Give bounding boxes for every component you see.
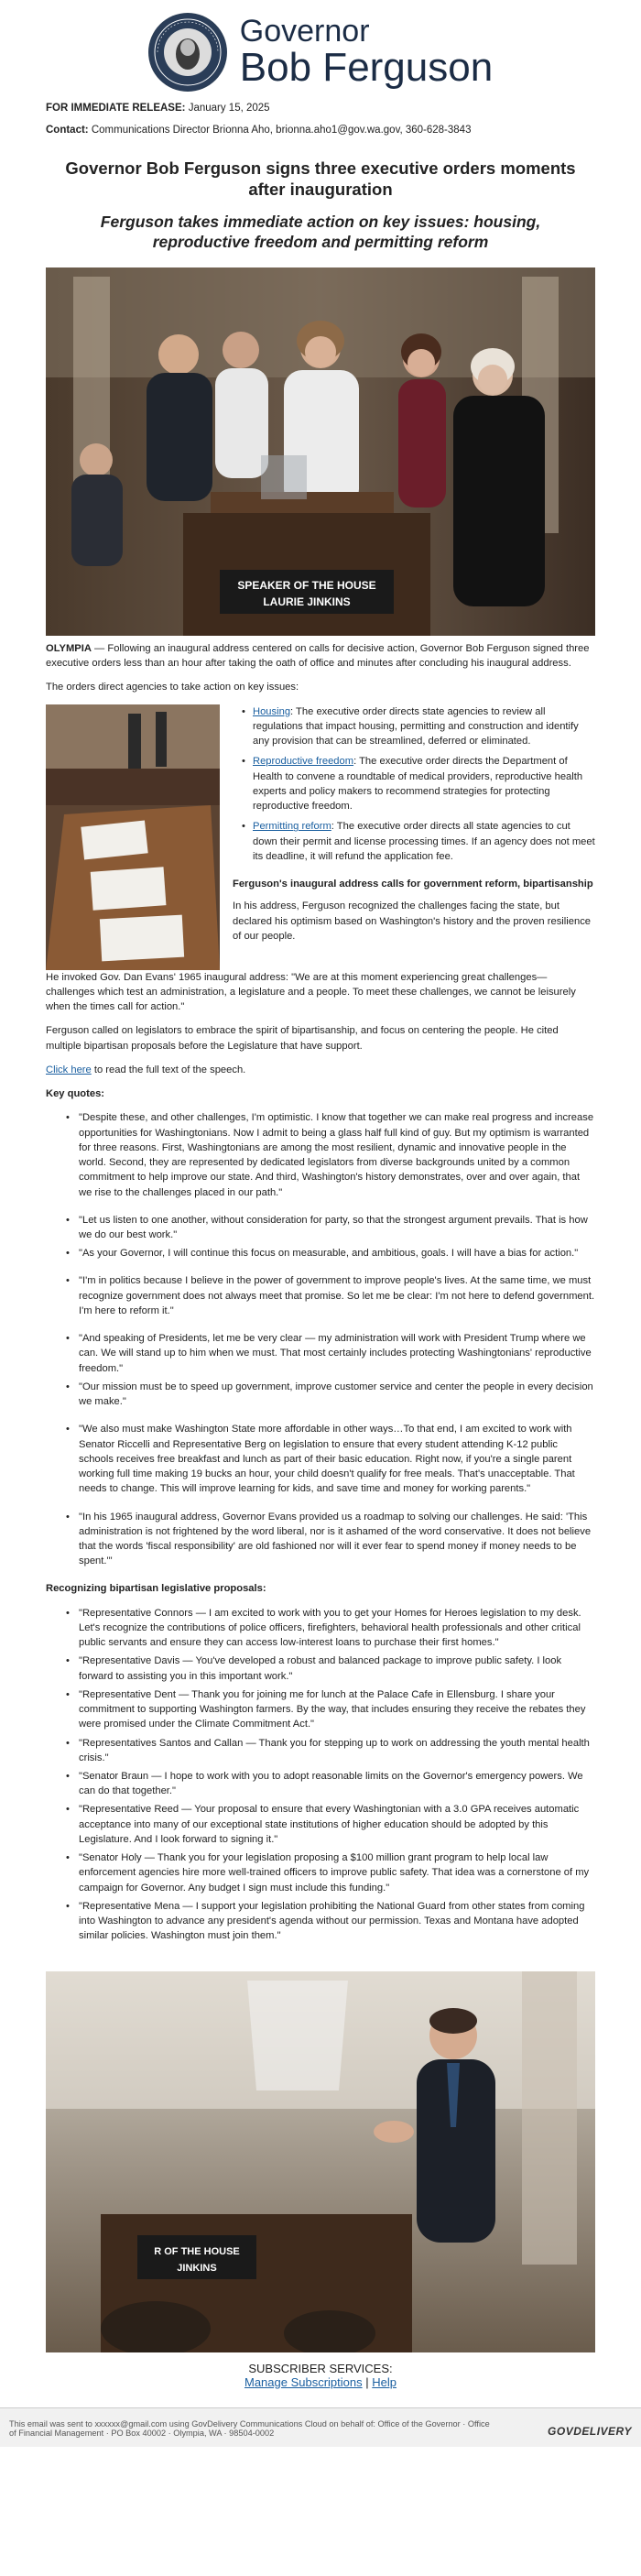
orders-intro: The orders direct agencies to take action on key issues: [46, 682, 299, 693]
speech-link[interactable]: Click here [46, 1064, 92, 1075]
key-quote: • "As your Governor, I will continue this focus on measurable, and ambitious, goals. I will have a bias for action." [79, 1246, 595, 1261]
seal-graphic [148, 13, 227, 92]
footer [0, 2407, 641, 2447]
release-label: FOR IMMEDIATE RELEASE: [46, 103, 186, 114]
order-link-housing[interactable]: Housing [253, 705, 291, 717]
swearing-in-photo [46, 267, 595, 636]
washington-state-seal-icon [148, 13, 227, 92]
hero-nameplate-line1: SPEAKER OF THE HOUSE [237, 579, 376, 592]
release-line [46, 103, 595, 114]
manage-subscriptions-link[interactable]: Manage Subscriptions [244, 2374, 363, 2389]
order-text: : The executive order directs state agencies to review all regulations that impact housing, permitting and construction and identify any provision that can be streamlined, deferred or eliminated. [253, 705, 579, 748]
key-quote: • "Despite these, and other challenges, I'm optimistic. I know that together we can make real progress and increase opportunities for Washingtonians. Now I admit to being a glass half full kind of guy. But my optimism is warranted for three reasons. First, Washingtonians are among the most resilient, dynamic and innovative people in the world. Second, they are represented by dedicated legislators from diverse backgrounds united by a common commitment to help improve our state. And third, Washington's history demonstrates, over and over again, that we rise to the challenges placed in our path." [79, 1110, 595, 1199]
masthead-title-line2: Bob Ferguson [239, 44, 494, 90]
order-text: : The executive order directs the Department of Health to convene a roundtable of medical providers, reproductive health experts and policy makers to recommend strategies for protecting reproductive freedom. [253, 756, 583, 813]
headline: Governor Bob Ferguson signs three executive orders moments after inauguration [65, 158, 576, 200]
bipartisan-item: • "Senator Braun — I hope to work with you to adopt reasonable limits on the Governor's emergency powers. We can do that together." [79, 1769, 595, 1798]
masthead-title-line1: Governor [239, 13, 370, 49]
bipartisan-heading: Recognizing bipartisan legislative proposals: [46, 1583, 266, 1595]
key-quote: • "We also must make Washington State more affordable in other ways…To that end, I am excited to work with Senator Riccelli and Representative Berg on legislation to ensure that every student attending K-12 public schools receives free breakfast and lunch as part of their basic education. Right now, if you're a single parent working full time making 19 bucks an hour, your child doesn't qualify for free meals. That's unacceptable. That needs to change. This will improve learning for kids, and save time and money for working parents." [79, 1422, 595, 1496]
footer-line2: of Financial Management · PO Box 40002 · Olympia, WA · 98504-0002 [9, 2428, 275, 2438]
intro-text: — Following an inaugural address centered on calls for decisive action, Governor Bob Ferguson signed three executive orders less than an hour after taking the oath of office and minutes after concluding his inaugural address. [46, 643, 590, 670]
paragraph: He invoked Gov. Dan Evans' 1965 inaugural address: "We are at this moment experiencing great challenges—challenges which test an administration, a legislature and a people. To meet these challenges, we cannot be leisurely when the times call for action." [46, 971, 576, 1013]
speech-link-rest: to read the full text of the speech. [91, 1064, 246, 1075]
key-quote: • "Let us listen to one another, without consideration for party, so that the strongest argument prevails. That is how we do our best work." [79, 1213, 595, 1242]
release-date: January 15, 2025 [188, 103, 270, 114]
bipartisan-item: • "Representative Mena — I support your legislation prohibiting the National Guard from other states from coming into Washington to advance any president's agenda without our permission. Texas and Montana have adopted similar policies. Washington must join them." [79, 1899, 595, 1944]
order-link-permitting-reform[interactable]: Permitting reform [253, 821, 331, 833]
bottom-nameplate-line2: JINKINS [177, 2262, 217, 2274]
governor-speaking-photo [46, 1971, 595, 2352]
footer-text [9, 2419, 490, 2438]
key-quotes-list [46, 1110, 595, 1568]
bottom-photo [46, 1971, 595, 2352]
subscriber-heading: SUBSCRIBER SERVICES: [248, 2361, 393, 2375]
bipartisan-item: • "Representative Reed — Your proposal to ensure that every Washingtonian with a 3.0 GPA receives automatic acceptance into many of our exceptional state institutions of higher education should be adopted by this Legislature. And I look forward to signing it." [79, 1802, 595, 1847]
subheadline: Ferguson takes immediate action on key issues: housing, reproductive freedom and permitting reform [100, 213, 541, 252]
orders-list [233, 704, 595, 864]
order-item-housing [253, 704, 595, 749]
key-quote: • "Our mission must be to speed up government, improve customer service and center the people in every decision we make." [79, 1380, 595, 1409]
bipartisan-item: • "Representatives Santos and Callan — Thank you for stepping up to work on addressing the youth mental health crisis." [79, 1736, 595, 1765]
masthead-title [239, 13, 494, 90]
key-quote: • "I'm in politics because I believe in the power of government to improve people's lives. At the same time, we must recognize government does not always meet that promise. So let me be clear: I'm not here to defend government. I'm here to reform it." [79, 1273, 595, 1318]
govdelivery-logo: GOVDELIVERY [548, 2424, 632, 2438]
intro-dateline: OLYMPIA [46, 643, 92, 654]
inaugural-heading: Ferguson's inaugural address calls for government reform, bipartisanship [233, 879, 593, 890]
bipartisan-list [46, 1606, 595, 1944]
speech-link-line [46, 1063, 595, 1077]
signing-table-photo [46, 704, 220, 970]
order-item-permitting-reform [253, 819, 595, 864]
contact-line [46, 125, 595, 136]
subscriber-services [0, 2362, 641, 2389]
intro-paragraph [46, 641, 595, 671]
bipartisan-item: • "Representative Davis — You've developed a robust and balanced package to improve public safety. I look forward to assisting you in this important work." [79, 1654, 595, 1683]
key-quotes-heading: Key quotes: [46, 1088, 105, 1100]
masthead [0, 0, 641, 99]
footer-line1: This email was sent to xxxxxx@gmail.com using GovDelivery Communications Cloud on behalf of: Office of the Governor · Office [9, 2418, 490, 2429]
paragraph: Ferguson called on legislators to embrace the spirit of bipartisanship, and focus on centering the people. He cited multiple bipartisan proposals before the Legislature that have support. [46, 1025, 559, 1052]
order-link-reproductive-freedom[interactable]: Reproductive freedom [253, 756, 354, 768]
paragraph: In his address, Ferguson recognized the challenges facing the state, but declared his optimism based on Washington's history and the proven resilience of our people. [233, 901, 592, 942]
help-link[interactable]: Help [372, 2374, 397, 2389]
hero-nameplate-line2: LAURIE JINKINS [263, 595, 351, 608]
contact-details: Communications Director Brionna Aho, brionna.aho1@gov.wa.gov, 360-628-3843 [91, 125, 472, 136]
hero-photo [46, 267, 595, 636]
subscriber-separator: | [365, 2374, 369, 2389]
contact-label: Contact: [46, 125, 89, 136]
key-quote: • "And speaking of Presidents, let me be very clear — my administration will work with President Trump where we can. We will stand up to him when we must. That most certainly includes protecting Washingtonians' reproductive freedom." [79, 1331, 595, 1376]
order-text: : The executive order directs all state agencies to cut down their permit and license processing times. If an agency does not meet its deadline, it will refund the application fee. [253, 821, 595, 862]
bipartisan-item: • "Representative Connors — I am excited to work with you to get your Homes for Heroes legislation to my desk. Let's recognize the contributions of police officers, firefighters, behavioral health professionals and other critical public servants and ensure they can access low-interest loans to purchase their first homes." [79, 1606, 595, 1651]
orders-section [46, 704, 595, 970]
orders-text [233, 704, 595, 970]
bipartisan-item: • "Senator Holy — Thank you for your legislation proposing a $100 million grant program to help local law enforcement agencies hire more well-trained officers to improve public safety. That idea was a cornerstone of my campaign for Governor. Any budget I sign must include this funding." [79, 1850, 595, 1895]
bipartisan-item: • "Representative Dent — Thank you for joining me for lunch at the Palace Cafe in Ellensburg. I share your commitment to supporting Washington farmers. By the way, that includes ensuring they receive the rebates they were promised under the Climate Commitment Act." [79, 1687, 595, 1732]
order-item-reproductive-freedom [253, 754, 595, 813]
key-quote: • "In his 1965 inaugural address, Governor Evans provided us a roadmap to solving our challenges. He said: 'This administration is not frightened by the word liberal, nor is it ashamed of the word conservative. It does not believe that the words 'fiscal responsibility' are old fashioned nor will it ever fear to spend money if money needs to be spent.'" [79, 1510, 595, 1569]
bottom-nameplate-line1: R OF THE HOUSE [154, 2245, 240, 2257]
